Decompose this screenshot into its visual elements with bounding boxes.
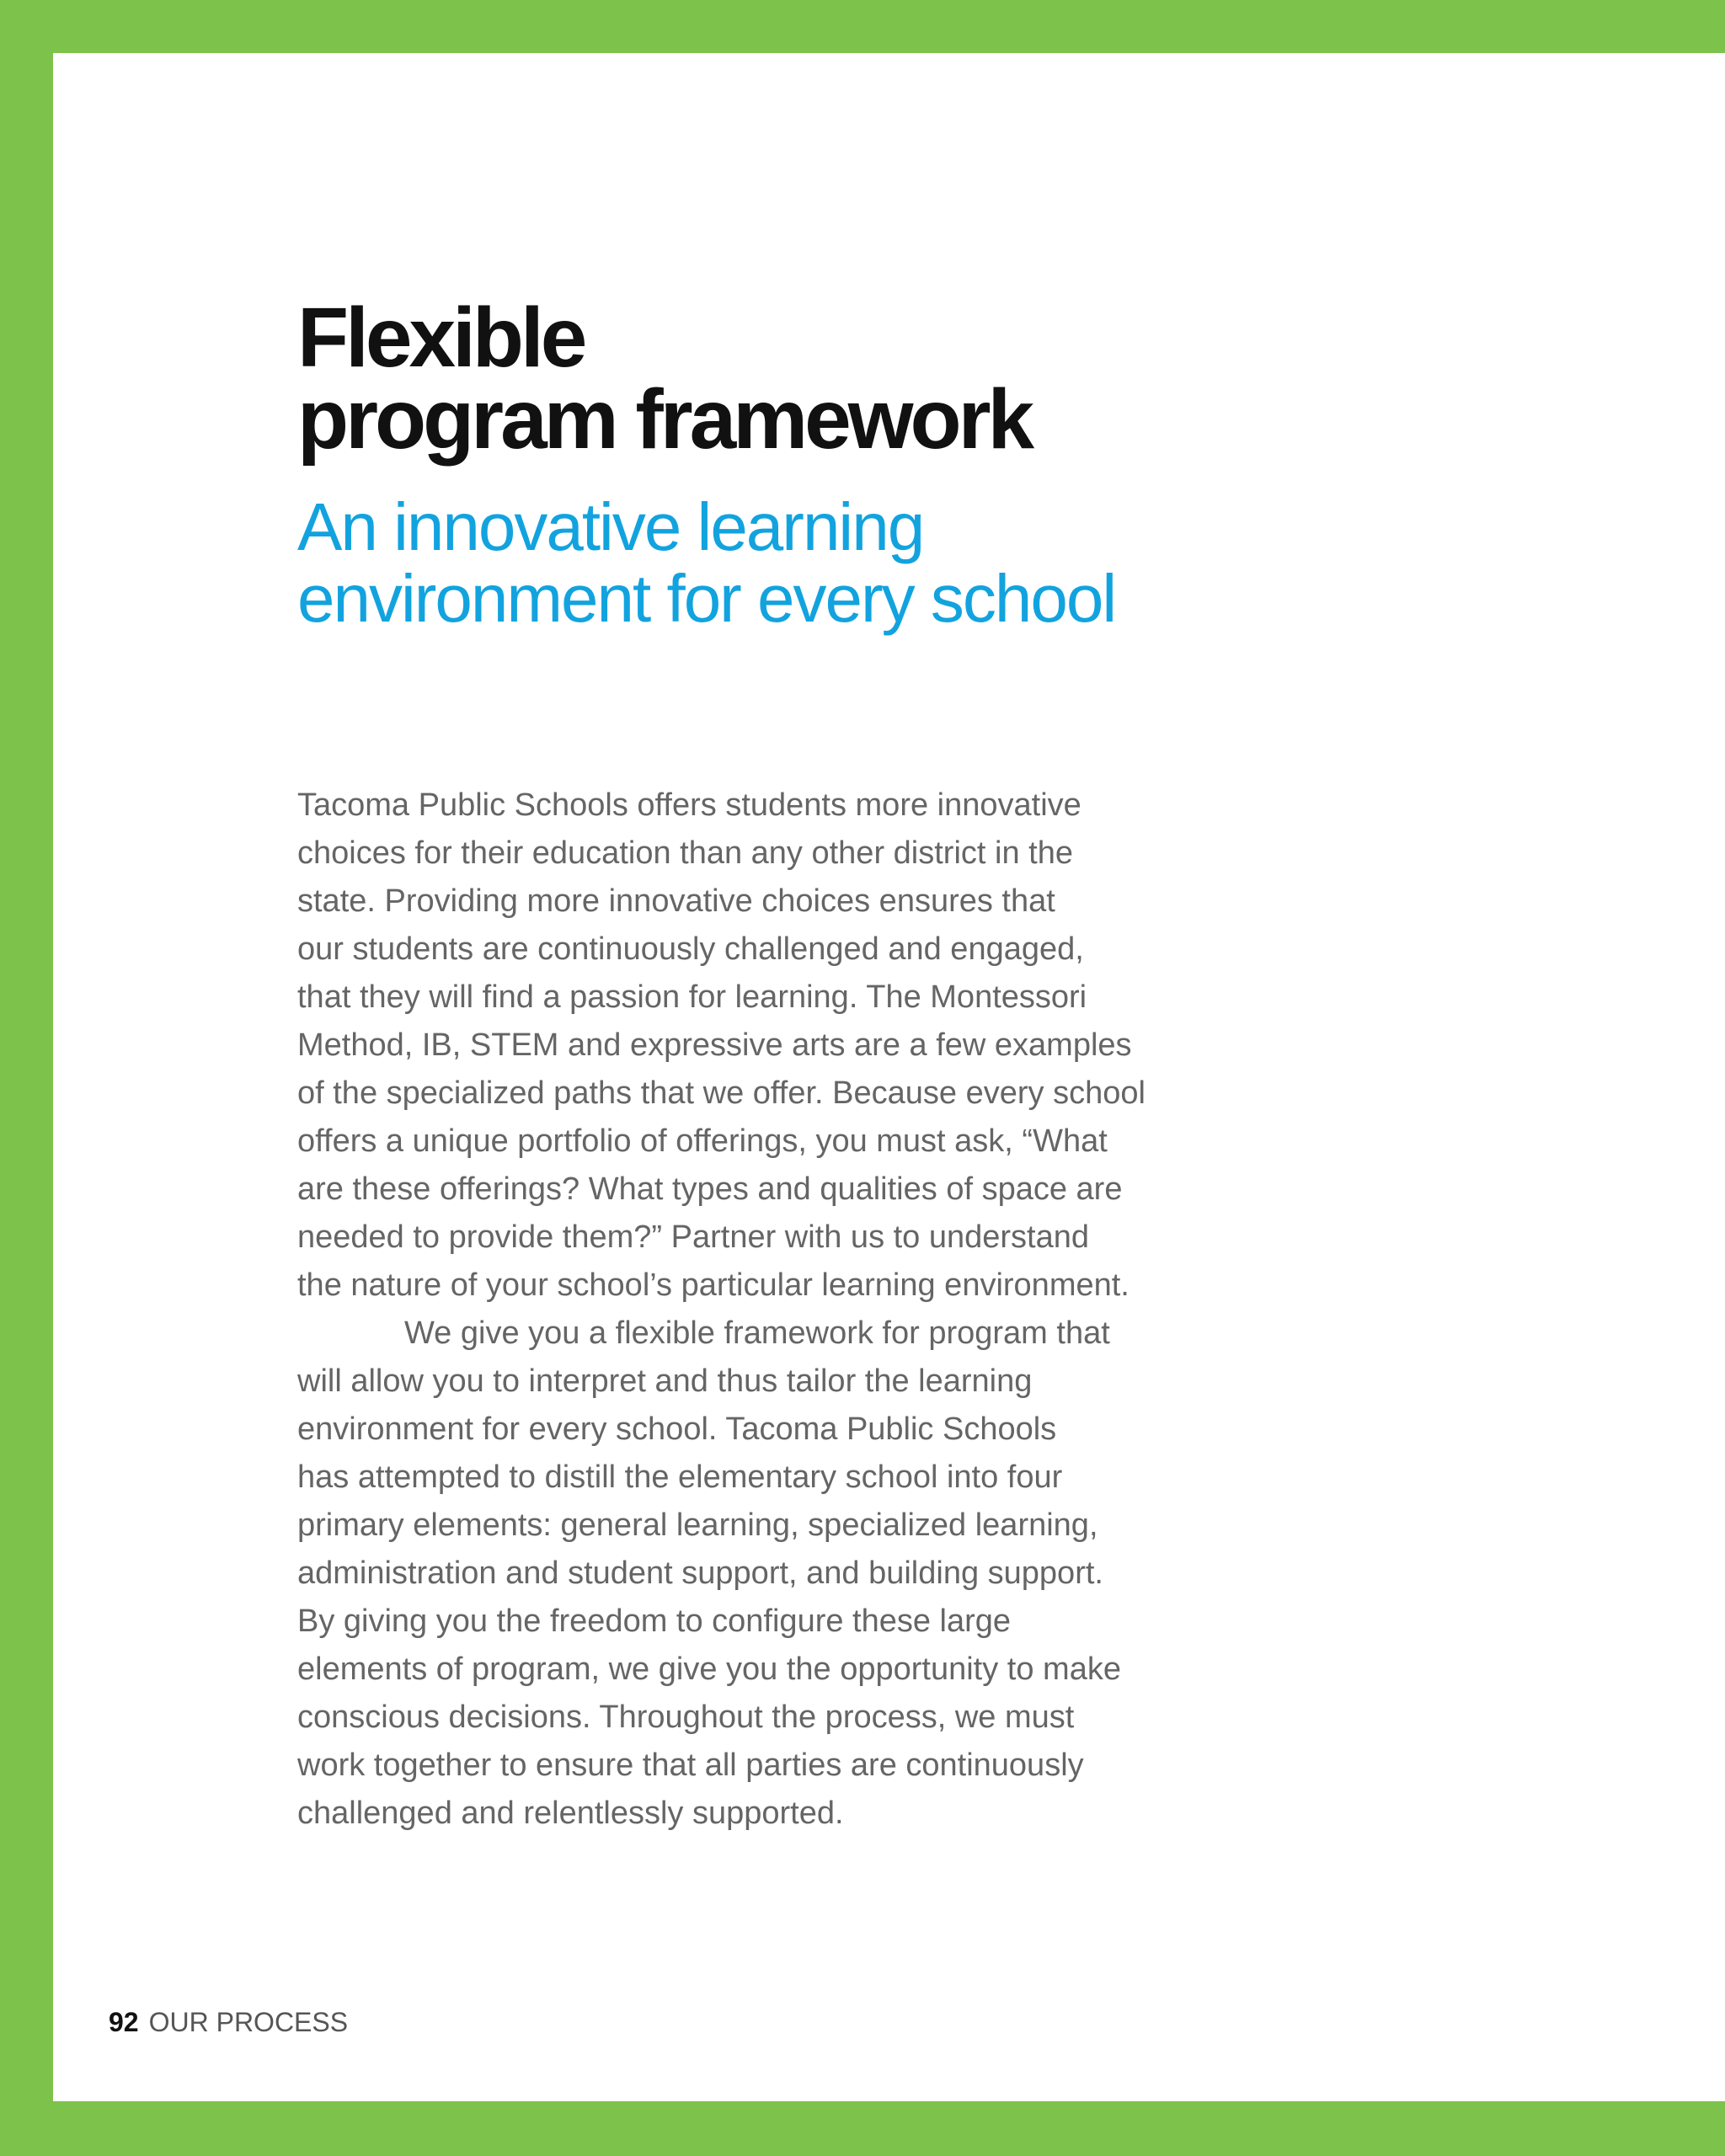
body-line: are these offerings? What types and qualities of space are — [297, 1171, 1123, 1207]
page-subtitle — [297, 491, 1115, 634]
body-line: has attempted to distill the elementary school into four — [297, 1460, 1063, 1495]
page-title-line: program framework — [297, 372, 1032, 467]
body-line: choices for their education than any other district in the — [297, 835, 1073, 871]
document-page — [53, 53, 1725, 2101]
body-line: By giving you the freedom to configure these large — [297, 1604, 1012, 1639]
body-line: primary elements: general learning, specialized learning, — [297, 1508, 1098, 1543]
body-line: administration and student support, and building support. — [297, 1556, 1103, 1591]
body-line: state. Providing more innovative choices ensures that — [297, 883, 1055, 919]
body-line: of the specialized paths that we offer. Because every school — [297, 1075, 1146, 1111]
body-line: challenged and relentlessly supported. — [297, 1796, 844, 1831]
body-line: our students are continuously challenged and engaged, — [297, 931, 1084, 967]
page-title — [297, 291, 1032, 467]
body-line: needed to provide them?” Partner with us to understand — [297, 1219, 1090, 1255]
page-title-line: Flexible — [297, 291, 585, 385]
body-line: will allow you to interpret and thus tailor the learning — [297, 1364, 1033, 1399]
body-line: environment for every school. Tacoma Public Schools — [297, 1412, 1057, 1447]
body-line: work together to ensure that all parties are continuously — [297, 1748, 1084, 1783]
body-line: Method, IB, STEM and expressive arts are a few examples — [297, 1027, 1132, 1063]
body-line: elements of program, we give you the opportunity to make — [297, 1652, 1121, 1687]
section-name: OUR PROCESS — [148, 2007, 349, 2037]
body-line-indented: We give you a flexible framework for program that — [404, 1315, 1110, 1351]
body-line: offers a unique portfolio of offerings, you must ask, “What — [297, 1123, 1108, 1159]
body-paragraphs — [297, 782, 1308, 1838]
page-subtitle-line: environment for every school — [297, 561, 1116, 636]
page-number: 92 — [109, 2007, 139, 2037]
page-subtitle-line: An innovative learning — [297, 489, 924, 564]
body-line: that they will find a passion for learning. The Montessori — [297, 979, 1087, 1015]
body-line: Tacoma Public Schools offers students more innovative — [297, 787, 1081, 823]
page-footer — [109, 2005, 348, 2039]
body-line: the nature of your school’s particular learning environment. — [297, 1267, 1130, 1303]
body-line: conscious decisions. Throughout the process, we must — [297, 1700, 1075, 1735]
